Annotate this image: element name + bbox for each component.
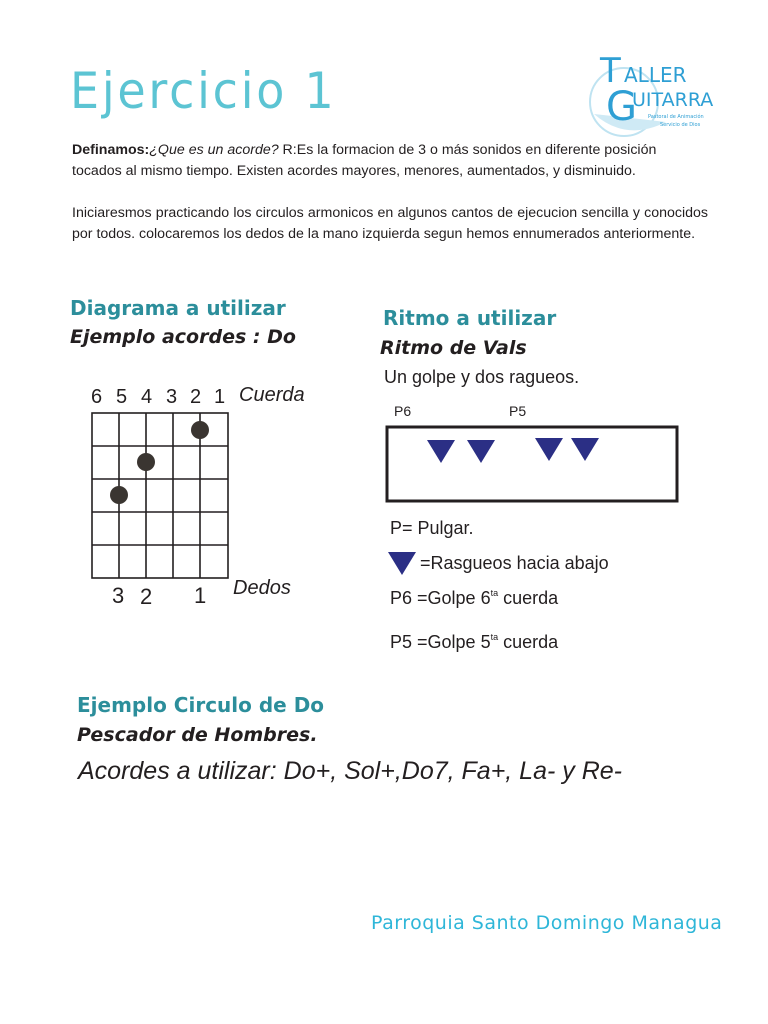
logo-tagline2: Servicio de Dios [660, 122, 701, 128]
legend-pulgar: P= Pulgar. [390, 518, 474, 538]
legend-strum-text: =Rasgueos hacia abajo [420, 552, 609, 573]
footer-parish: Parroquia Santo Domingo Managua [371, 912, 723, 934]
legend-p5: P5 =Golpe $5^{ta}$ cuerda [390, 632, 559, 652]
finger-number: 3 [112, 583, 125, 608]
taller-guitarra-logo [586, 52, 716, 142]
rhythm-heading: Ritmo a utilizar [383, 306, 557, 330]
string-number: 5 [116, 386, 128, 408]
strings-label: Cuerda [239, 384, 305, 406]
logo-line1: ALLER [624, 63, 687, 87]
logo-line2: UITARRA [632, 89, 714, 111]
rhythm-subheading: Ritmo de Vals [380, 337, 527, 359]
page-title: Ejercicio 1 [70, 62, 337, 120]
diagram-heading: Diagrama a utilizar [70, 296, 286, 320]
definition-paragraph [72, 140, 708, 182]
definition-question: ¿Que es un acorde? [149, 142, 279, 158]
circle-subheading: Pescador de Hombres. [77, 724, 318, 746]
diagram-subheading: Ejemplo acordes : Do [70, 326, 296, 348]
strum-down-icon [427, 440, 455, 463]
strum-down-icon [386, 550, 418, 576]
finger-dot [110, 486, 128, 504]
string-number: 6 [91, 386, 103, 408]
strum-down-icon [571, 438, 599, 461]
definition-answer: R:Es la formacion de 3 o más sonidos en diferente posición tocados al mismo tiempo. Existen acordes mayores, menores, aumentados, y disminuido. [72, 142, 657, 179]
circle-heading: Ejemplo Circulo de Do [77, 693, 325, 717]
finger-dot [137, 453, 155, 471]
string-number: 1 [214, 386, 226, 408]
intro-paragraph: Iniciaresmos practicando los circulos armonicos en algunos cantos de ejecucion sencilla y conocidos por todos. colocaremos los dedos de la mano izquierda segun hemos ennumerados anteriormente. [72, 205, 708, 242]
svg-text:G: G [606, 84, 637, 130]
chord-diagram [84, 375, 344, 615]
chords-list: Acordes a utilizar: Do+, Sol+,Do7, Fa+, La- y Re- [78, 757, 622, 785]
definition-label: Definamos: [72, 142, 150, 158]
logo-tagline1: Pastoral de Animación [648, 114, 704, 120]
rhythm-label-p5: P5 [509, 403, 527, 419]
svg-text:T: T [600, 52, 621, 91]
rhythm-label-p6: P6 [394, 403, 412, 419]
strum-down-icon [467, 440, 495, 463]
rhythm-description: Un golpe y dos ragueos. [384, 367, 580, 387]
string-number: 2 [190, 386, 202, 408]
strum-down-icon [535, 438, 563, 461]
finger-dot [191, 421, 209, 439]
finger-number: 2 [140, 584, 153, 609]
string-number: 3 [166, 386, 178, 408]
legend-strum [386, 550, 609, 576]
rhythm-pattern-box [384, 400, 684, 510]
legend-p6: P6 =Golpe $6^{ta}$ cuerda [390, 588, 559, 608]
finger-number: 1 [194, 583, 207, 608]
fingers-label: Dedos [233, 577, 291, 599]
string-number: 4 [141, 386, 153, 408]
